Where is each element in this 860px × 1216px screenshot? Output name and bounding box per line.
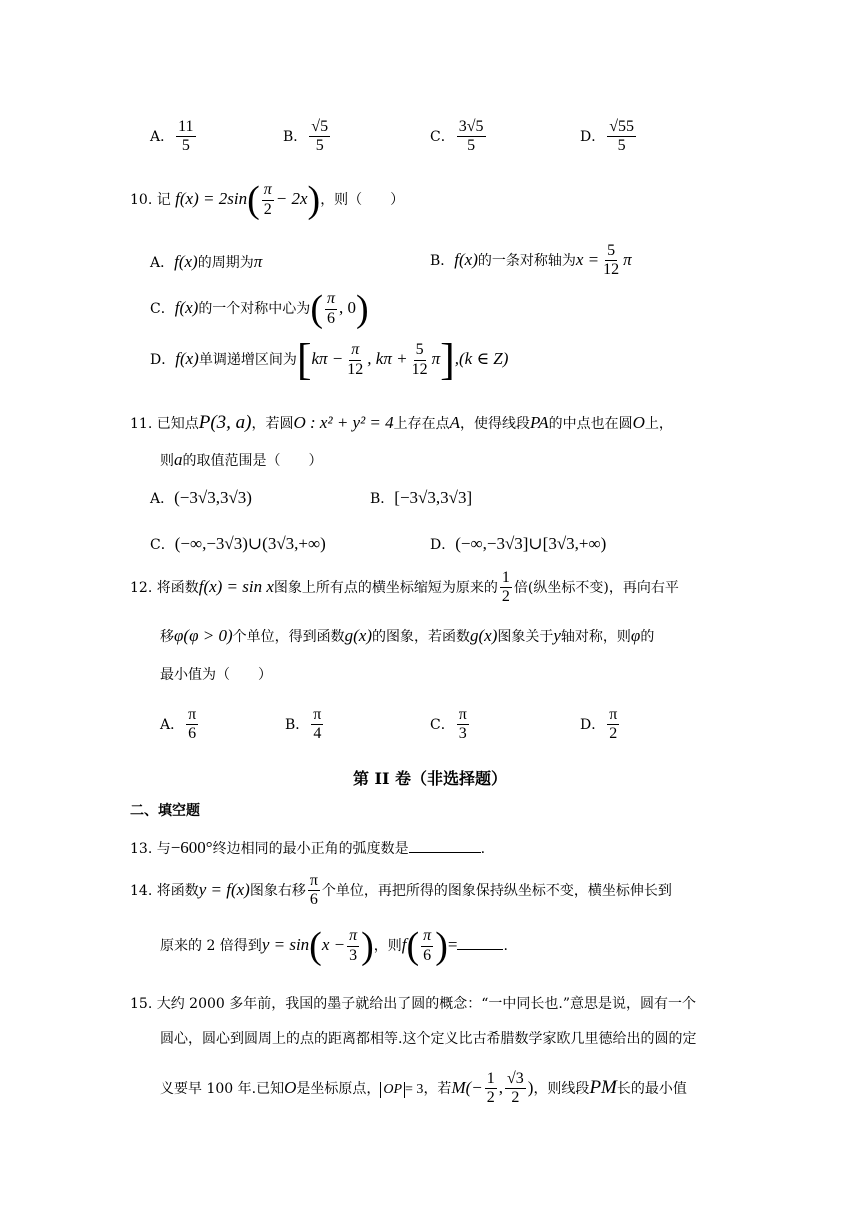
text-fragment: M(− — [451, 1077, 483, 1097]
math-part: ( — [247, 179, 260, 221]
text-fragment: 2 — [501, 588, 510, 606]
text-fragment: − 2x — [275, 189, 308, 208]
text-fragment: OP — [380, 1082, 405, 1098]
fraction — [607, 118, 636, 156]
text-fragment: (−∞,−3√3]∪[3√3,+∞) — [455, 534, 607, 553]
text-fragment: π — [311, 706, 323, 725]
q12-stem-line3 — [160, 664, 272, 684]
text-fragment: 12 — [347, 360, 364, 378]
text-fragment: 原来的 2 倍得到 — [160, 938, 262, 954]
q9-option-c — [430, 118, 488, 156]
text-fragment: f(x) — [175, 349, 199, 368]
math-part: √55 — [607, 118, 636, 137]
text-fragment: 3 — [349, 946, 358, 964]
text-fragment: A． — [150, 255, 175, 271]
math-part — [186, 706, 198, 744]
text-fragment: φ — [630, 626, 641, 645]
text-fragment: O — [284, 1077, 297, 1097]
text-fragment: π — [431, 349, 441, 368]
text-fragment: 12. — [130, 579, 153, 596]
math-part — [308, 872, 320, 910]
text-fragment: B． — [430, 252, 455, 269]
text-fragment: 的周期为 — [197, 255, 254, 271]
text-fragment: C． — [150, 301, 175, 317]
text-fragment: . — [480, 841, 486, 857]
text-fragment: φ(φ > 0) — [174, 626, 233, 645]
text-fragment: 12 — [411, 360, 428, 378]
q11-option-d — [430, 534, 606, 554]
fraction — [176, 118, 195, 156]
text-fragment: , kπ + — [367, 349, 408, 368]
math-part — [500, 569, 512, 607]
text-fragment: 义要早 100 年.已知 — [160, 1080, 285, 1097]
math-part — [421, 927, 433, 965]
text-fragment: π — [308, 872, 320, 891]
math-part — [485, 1070, 497, 1108]
text-fragment: 2 — [609, 725, 618, 743]
text-fragment: 15. — [130, 996, 153, 1012]
text-fragment: , — [498, 1077, 503, 1097]
text-fragment: y = f(x) — [198, 879, 250, 899]
text-fragment: π — [347, 927, 359, 946]
text-fragment: 12 — [603, 261, 620, 279]
text-fragment: C． — [150, 537, 175, 553]
text-fragment: π — [262, 181, 274, 200]
text-fragment: D． — [150, 352, 176, 368]
text-fragment: 圆心，圆心到圆周上的点的距离都相等.这个定义比古希腊数学家欧几里德给出的圆的定 — [160, 1031, 697, 1047]
text-fragment: 5 — [605, 242, 617, 261]
text-fragment: 上， — [644, 416, 673, 432]
text-fragment: . — [503, 938, 508, 954]
text-fragment: 1 — [485, 1070, 497, 1089]
math-part — [457, 706, 469, 744]
text-fragment: 6 — [326, 309, 335, 327]
answer-blank — [457, 935, 503, 950]
text-fragment: 长的最小值 — [616, 1080, 687, 1097]
section-heading — [130, 800, 200, 820]
math-part: √3 — [505, 1070, 526, 1089]
text-fragment: 55 — [618, 118, 635, 135]
text-fragment: 上存在点 — [393, 416, 450, 432]
text-fragment: B． — [285, 716, 310, 733]
text-fragment: π — [421, 927, 433, 946]
text-fragment: a — [174, 450, 183, 469]
text-fragment: π — [349, 341, 361, 360]
text-fragment: π — [623, 249, 632, 269]
q12-stem-line2 — [160, 626, 654, 646]
text-fragment: A — [449, 413, 461, 432]
text-fragment: x = — [575, 249, 600, 269]
math-part: ( — [310, 288, 323, 330]
text-fragment: 图象上所有点的横坐标缩短为原来的 — [273, 579, 498, 596]
text-fragment: = — [447, 935, 458, 954]
text-fragment: 图象关于 — [497, 629, 554, 645]
text-fragment: 是坐标原点， — [296, 1080, 381, 1097]
text-fragment: 6 — [309, 891, 318, 909]
text-fragment: π — [253, 252, 263, 271]
text-fragment: 的一个对称中心为 — [198, 301, 311, 317]
text-fragment: y = sin — [261, 935, 310, 954]
text-fragment: g(x) — [469, 626, 498, 645]
text-fragment: π — [186, 706, 198, 725]
text-fragment: 将函数 — [156, 882, 199, 899]
math-part — [309, 118, 330, 137]
text-fragment: = 3 — [405, 1081, 424, 1097]
text-fragment: kπ − — [311, 349, 344, 368]
text-fragment: 则 — [160, 453, 174, 469]
text-fragment: 5 — [181, 137, 190, 155]
text-fragment: 2 — [263, 200, 272, 218]
text-fragment: ，使得线段 — [460, 416, 531, 432]
text-fragment: y — [553, 626, 561, 645]
math-part: 3√5 — [457, 118, 486, 137]
text-fragment: 第 II 卷（非选择题） — [352, 769, 508, 788]
q12-option-a — [160, 706, 200, 744]
text-fragment: 1 — [500, 569, 512, 588]
q11-stem-line2 — [160, 450, 323, 470]
text-fragment: 个单位，再把所得的图象保持纵坐标不变，横坐标伸长到 — [321, 882, 672, 899]
text-fragment: ，则 — [373, 938, 402, 954]
math-part — [607, 706, 619, 744]
text-fragment: 单调递增区间为 — [198, 352, 297, 368]
text-fragment: 的中点也在圆 — [548, 416, 633, 432]
math-part: ] — [440, 335, 455, 384]
math-part — [262, 181, 274, 219]
text-fragment: f(x) = sin x — [198, 576, 274, 596]
text-fragment: 14. — [130, 882, 153, 899]
text-fragment: C． — [430, 128, 455, 145]
text-fragment: 5 — [414, 341, 426, 360]
math-part — [347, 927, 359, 965]
math-part — [601, 242, 621, 280]
text-fragment: 终边相同的最小正角的弧度数是 — [212, 841, 409, 857]
text-fragment: π — [325, 290, 337, 309]
math-part: ) — [355, 288, 369, 330]
text-fragment: (−∞,−3√3)∪(3√3,+∞) — [174, 534, 326, 553]
text-fragment: D． — [580, 128, 606, 145]
text-fragment: ) — [527, 1077, 534, 1097]
text-fragment: O : x² + y² = 4 — [293, 413, 394, 432]
q10-option-d — [150, 335, 509, 384]
q15-line3 — [160, 1070, 687, 1108]
text-fragment: 图象右移 — [249, 882, 306, 899]
q11-stem-line1 — [130, 412, 673, 434]
math-part: ) — [361, 925, 374, 967]
text-fragment: B． — [370, 491, 395, 507]
text-fragment: 13. — [130, 841, 153, 857]
text-fragment: 5 — [617, 137, 626, 155]
q9-option-b — [283, 118, 332, 156]
text-fragment: 2 — [486, 1089, 495, 1107]
text-fragment: P(3, a) — [198, 412, 252, 433]
text-fragment: 11 — [176, 118, 195, 137]
q13-stem — [130, 838, 485, 858]
text-fragment: 的取值范围是（ ） — [182, 453, 323, 469]
text-fragment: f(x) — [174, 252, 198, 271]
fraction — [457, 118, 486, 156]
text-fragment: C． — [430, 716, 455, 733]
q14-stem-line2 — [160, 927, 508, 965]
text-fragment: f(x) = 2sin — [175, 189, 248, 208]
math-part — [325, 290, 337, 328]
text-fragment: 6 — [188, 725, 197, 743]
text-fragment: 记 — [156, 192, 171, 208]
text-fragment: −600° — [170, 838, 213, 857]
q12-option-d — [580, 706, 621, 744]
text-fragment: g(x) — [344, 626, 372, 645]
text-fragment: 的一条对称轴为 — [477, 252, 576, 269]
math-part: ( — [406, 925, 420, 967]
text-fragment: O — [632, 413, 645, 432]
q9-option-a — [150, 118, 198, 156]
text-fragment: ，若 — [423, 1080, 452, 1097]
q10-stem — [130, 181, 404, 219]
section-title — [0, 766, 860, 789]
math-part — [345, 341, 365, 379]
q12-stem-line1 — [130, 569, 679, 607]
text-fragment: 2 — [511, 1089, 520, 1107]
q15-line2 — [160, 1028, 696, 1048]
text-fragment: 3 — [458, 725, 467, 743]
text-fragment: 将函数 — [156, 579, 199, 596]
math-part: √ — [311, 118, 321, 135]
text-fragment: 10. — [130, 192, 153, 208]
text-fragment: [−3√3,3√3] — [394, 488, 473, 507]
math-part: ) — [435, 925, 448, 967]
text-fragment: 轴对称，则 — [560, 629, 631, 645]
text-fragment: 5 — [320, 118, 329, 135]
text-fragment: B． — [283, 128, 308, 145]
text-fragment: ，则线段 — [533, 1080, 590, 1097]
text-fragment: 的图象，若函数 — [371, 629, 470, 645]
q15-line1 — [130, 993, 696, 1013]
math-part — [311, 706, 323, 744]
q12-option-b — [285, 706, 325, 744]
text-fragment: PA — [530, 413, 549, 432]
q11-option-a — [150, 488, 252, 508]
text-fragment: PM — [589, 1076, 617, 1098]
text-fragment: 最小值为（ ） — [160, 667, 272, 683]
math-part — [505, 1070, 526, 1108]
q12-option-c — [430, 706, 471, 744]
text-fragment: 二、填空题 — [130, 803, 200, 819]
text-fragment: 移 — [160, 629, 174, 645]
text-fragment: A． — [150, 128, 175, 145]
text-fragment: 与 — [156, 841, 171, 857]
text-fragment: 11. — [130, 416, 153, 432]
math-part: ) — [307, 179, 321, 221]
text-fragment: ，则（ ） — [320, 192, 405, 208]
text-fragment: 已知点 — [156, 416, 199, 432]
math-part: ( — [309, 925, 322, 967]
text-fragment: f — [401, 935, 407, 954]
text-fragment: D． — [430, 537, 456, 553]
text-fragment: ,(k ∈ Z) — [454, 349, 509, 368]
q10-option-c — [150, 290, 369, 328]
text-fragment: , 0 — [338, 298, 356, 317]
text-fragment: x − — [321, 935, 346, 954]
text-fragment: π — [607, 706, 619, 725]
text-fragment: π — [457, 706, 469, 725]
text-fragment: A． — [150, 491, 175, 507]
text-fragment: 5 — [475, 118, 484, 135]
text-fragment: 个单位，得到函数 — [232, 629, 345, 645]
text-fragment: 倍(纵坐标不变)，再向右平 — [513, 579, 679, 596]
text-fragment: 6 — [423, 946, 432, 964]
text-fragment: f(x) — [174, 298, 199, 317]
text-fragment: 4 — [313, 725, 322, 743]
text-fragment: 大约 2000 多年前，我国的墨子就给出了圆的概念：“一中同长也.”意思是说，圆有一个 — [156, 996, 697, 1012]
fraction — [309, 118, 330, 156]
text-fragment: (−3√3,3√3) — [174, 488, 252, 507]
q10-option-a — [150, 252, 262, 272]
text-fragment: 3 — [515, 1070, 524, 1087]
text-fragment: D． — [580, 716, 606, 733]
answer-blank — [409, 838, 481, 853]
q11-option-b — [370, 488, 472, 508]
text-fragment: 5 — [467, 137, 476, 155]
q14-stem-line1 — [130, 872, 672, 910]
text-fragment: 3 — [458, 118, 467, 135]
q10-option-b — [430, 242, 632, 280]
q9-option-d — [580, 118, 638, 156]
text-fragment: ，若圆 — [251, 416, 294, 432]
text-fragment: f(x) — [454, 249, 478, 269]
math-part: [ — [296, 335, 312, 384]
math-part — [410, 341, 430, 379]
q11-option-c — [150, 534, 326, 554]
text-fragment: 的 — [640, 629, 655, 645]
text-fragment: A． — [160, 716, 185, 733]
text-fragment: 5 — [315, 137, 324, 155]
